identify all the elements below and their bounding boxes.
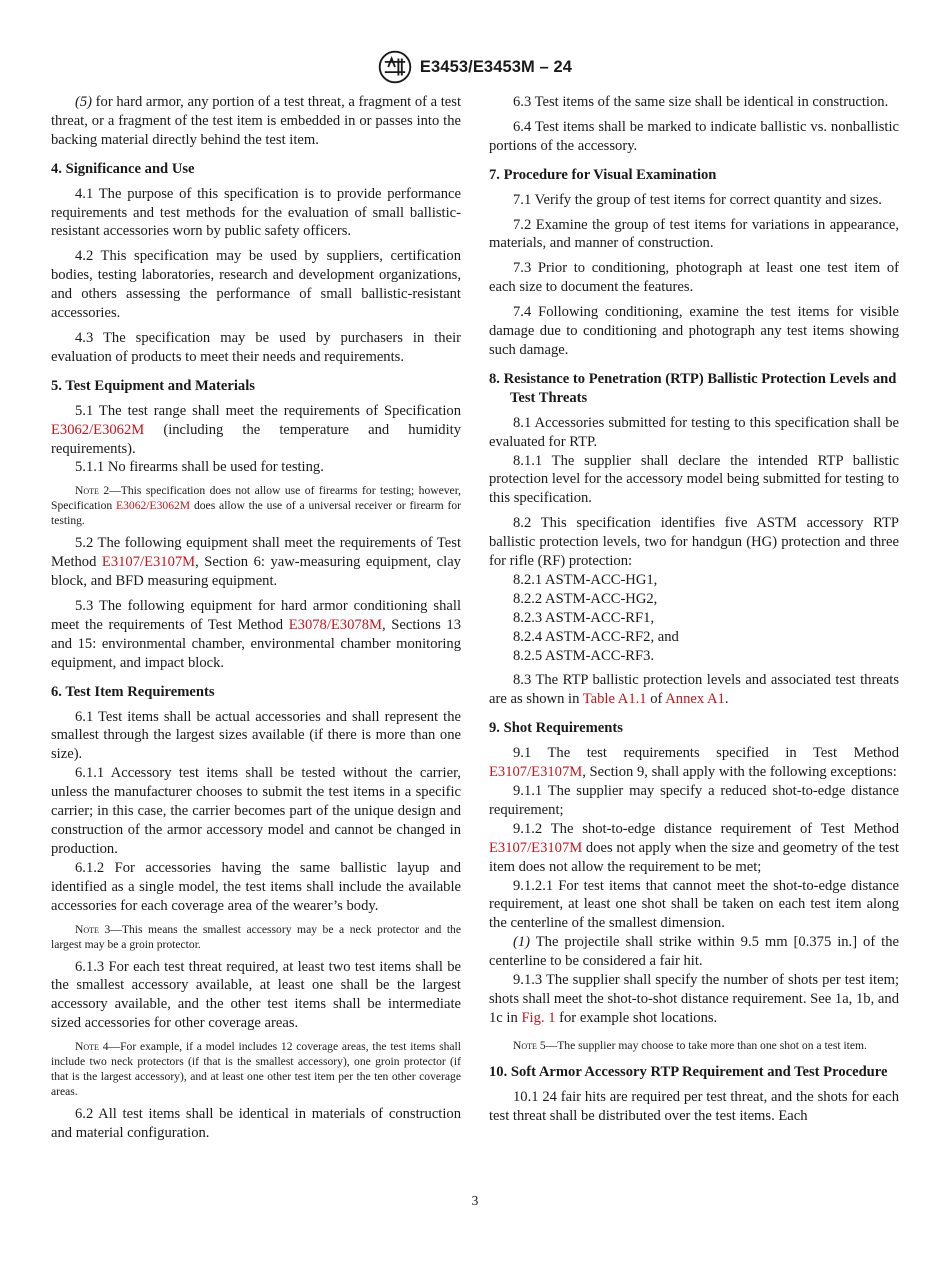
note-5: Note 5—The supplier may choose to take more than one shot on a test item. [513,1038,867,1052]
page-header [0,50,950,84]
paragraph-4-1: 4.1 The purpose of this specification is to provide performance requirements and test methods for the evaluation of small ballistic-resistant accessories worn by public safety officers. [51,185,461,240]
cross-reference-link[interactable]: E3062/E3062M [51,421,145,438]
list-item: 8.2.4 ASTM-ACC-RF2, and [513,628,679,645]
cross-reference-link[interactable]: Fig. 1 [521,1009,556,1026]
paragraph-5-1-1: 5.1.1 No firearms shall be used for testing. [75,459,324,476]
list-item: 8.2.3 ASTM-ACC-RF1, [513,609,655,626]
paragraph-9-1-2: 9.1.2 The shot-to-edge distance requirement of Test Method E3107/E3107M does not apply when the size and geometry of the test item does not allow the requirement to be met; [489,820,899,875]
paragraph-5-2: 5.2 The following equipment shall meet the requirements of Test Method E3107/E3107M, Section 6: yaw-measuring equipment, clay block, and BFD measuring equipment. [51,535,461,590]
paragraph-3-5: (5) for hard armor, any portion of a test threat, a fragment of a test threat, or a fragment of the test item is embedded in or passes into the backing material directly behind the test item. [51,94,462,148]
paragraph-9-1-2-1-1: (1) The projectile shall strike within 9.5 mm [0.375 in.] of the centerline to be considered a fair hit. [489,934,899,970]
paragraph-8-1-1: 8.1.1 The supplier shall declare the intended RTP ballistic protection level for the accessory model being submitted for testing to this specification. [489,452,899,507]
cross-reference-link[interactable]: E3107/E3107M [101,554,196,571]
cross-reference-link[interactable]: Table A1.1 [582,691,647,708]
list-item: 8.2.1 ASTM-ACC-HG1, [513,571,658,588]
note-4: Note 4—For example, if a model includes 12 coverage areas, the test items shall include two neck protectors (if that is the smallest accessory), one groin protector (if that is the largest accessory), and at least one other test item per the ten other coverage areas. [51,1040,461,1099]
section-4-heading: 4. Significance and Use [51,160,195,177]
astm-logo-icon [378,50,412,84]
standard-designation: E3453/E3453M – 24 [419,57,573,76]
section-7-heading: 7. Procedure for Visual Examination [489,166,717,183]
paragraph-9-1-3: 9.1.3 The supplier shall specify the number of shots per test item; shots shall meet the shot-to-shot distance requirement. See 1a, 1b, and 1c in Fig. 1 for example shot locations. [489,972,899,1026]
protection-level-list [489,571,899,666]
paragraph-5-3: 5.3 The following equipment for hard armor conditioning shall meet the requirements of Test Method E3078/E3078M, Sections 13 and 15: environmental chamber, environmental chamber monitoring equipment, and impact block. [51,598,461,671]
paragraph-8-3: 8.3 The RTP ballistic protection levels and associated test threats are as shown in Table A1.1 of Annex A1. [489,672,899,708]
paragraph-8-1: 8.1 Accessories submitted for testing to this specification shall be evaluated for RTP. [489,414,899,450]
paragraph-4-3: 4.3 The specification may be used by purchasers in their evaluation of products to meet their needs and requirements. [51,329,461,365]
cross-reference-link[interactable]: E3062/E3062M [116,499,191,513]
paragraph-6-1-3: 6.1.3 For each test threat required, at least two test items shall be the smallest accessory available, at least one shall be the largest accessory available, and the other test items shall be intermediate sized accessories for other coverage areas. [51,958,461,1032]
paragraph-6-3: 6.3 Test items of the same size shall be identical in construction. [513,94,889,110]
list-item: 8.2.5 ASTM-ACC-RF3. [513,647,655,664]
paragraph-9-1-2-1: 9.1.2.1 For test items that cannot meet the shot-to-edge distance requirement, at least one shot shall be taken on each test item along the centerline of the smallest dimension. [489,877,899,932]
paragraph-10-1: 10.1 24 fair hits are required per test threat, and the shots for each test threat shall be distributed over the test items. Each [489,1088,899,1124]
paragraph-9-1: 9.1 The test requirements specified in Test Method E3107/E3107M, Section 9, shall apply with the following exceptions: [489,745,899,781]
paragraph-7-3: 7.3 Prior to conditioning, photograph at least one test item of each size to document the features. [489,260,899,296]
cross-reference-link[interactable]: E3078/E3078M [288,616,382,633]
list-item: 8.2.2 ASTM-ACC-HG2, [513,590,658,607]
note-2: Note 2—This specification does not allow use of firearms for testing; however, Specification E3062/E3062M does allow the use of a universal receiver or firearm for testing. [51,484,461,528]
section-6-heading: 6. Test Item Requirements [51,683,215,700]
cross-reference-link[interactable]: E3107/E3107M [489,764,583,781]
cross-reference-link[interactable]: E3107/E3107M [489,839,583,856]
paragraph-6-2: 6.2 All test items shall be identical in materials of construction and material configuration. [51,1106,461,1142]
section-9-heading: 9. Shot Requirements [489,720,623,737]
paragraph-7-2: 7.2 Examine the group of test items for variations in appearance, materials, and manner of construction. [489,216,899,252]
left-column [51,93,461,1149]
section-5-heading: 5. Test Equipment and Materials [51,377,255,394]
paragraph-6-1: 6.1 Test items shall be actual accessories and shall represent the smallest through the largest sizes available (if there is more than one size). [51,708,461,763]
section-8-heading: 8. Resistance to Penetration (RTP) Ballistic Protection Levels and Test Threats [489,370,897,406]
right-column [489,93,899,1132]
paragraph-5-1: 5.1 The test range shall meet the requirements of Specification E3062/E3062M (including the temperature and humidity requirements). [51,402,461,457]
paragraph-7-1: 7.1 Verify the group of test items for correct quantity and sizes. [513,191,882,208]
paragraph-6-1-2: 6.1.2 For accessories having the same ballistic layup and identified as a single model, the test items shall include the available accessories for each coverage area of the wearer’s body. [51,859,461,914]
page-number: 3 [471,1193,479,1208]
section-10-heading: 10. Soft Armor Accessory RTP Requirement and Test Procedure [489,1063,888,1080]
paragraph-7-4: 7.4 Following conditioning, examine the test items for visible damage due to conditioning and photograph any test items showing such damage. [489,304,899,358]
paragraph-6-4: 6.4 Test items shall be marked to indicate ballistic vs. nonballistic portions of the accessory. [489,118,899,154]
cross-reference-link[interactable]: Annex A1 [665,691,725,708]
paragraph-6-1-1: 6.1.1 Accessory test items shall be tested without the carrier, unless the manufacturer chooses to submit the test items in a specific carrier; in this case, the carrier becomes part of the unique design and construction of the armor accessory model and cannot be changed in production. [51,765,461,857]
paragraph-8-2: 8.2 This specification identifies five ASTM accessory RTP ballistic protection levels, two for handgun (HG) protection and three for rifle (RF) protection: [489,515,899,570]
paragraph-4-2: 4.2 This specification may be used by suppliers, certification bodies, testing laboratories, research and development organizations, and others assessing the performance of small ballistic-resistant accessories. [51,248,461,322]
paragraph-9-1-1: 9.1.1 The supplier may specify a reduced shot-to-edge distance requirement; [489,783,899,818]
note-3: Note 3—This means the smallest accessory may be a neck protector and the largest may be a groin protector. [51,922,461,951]
